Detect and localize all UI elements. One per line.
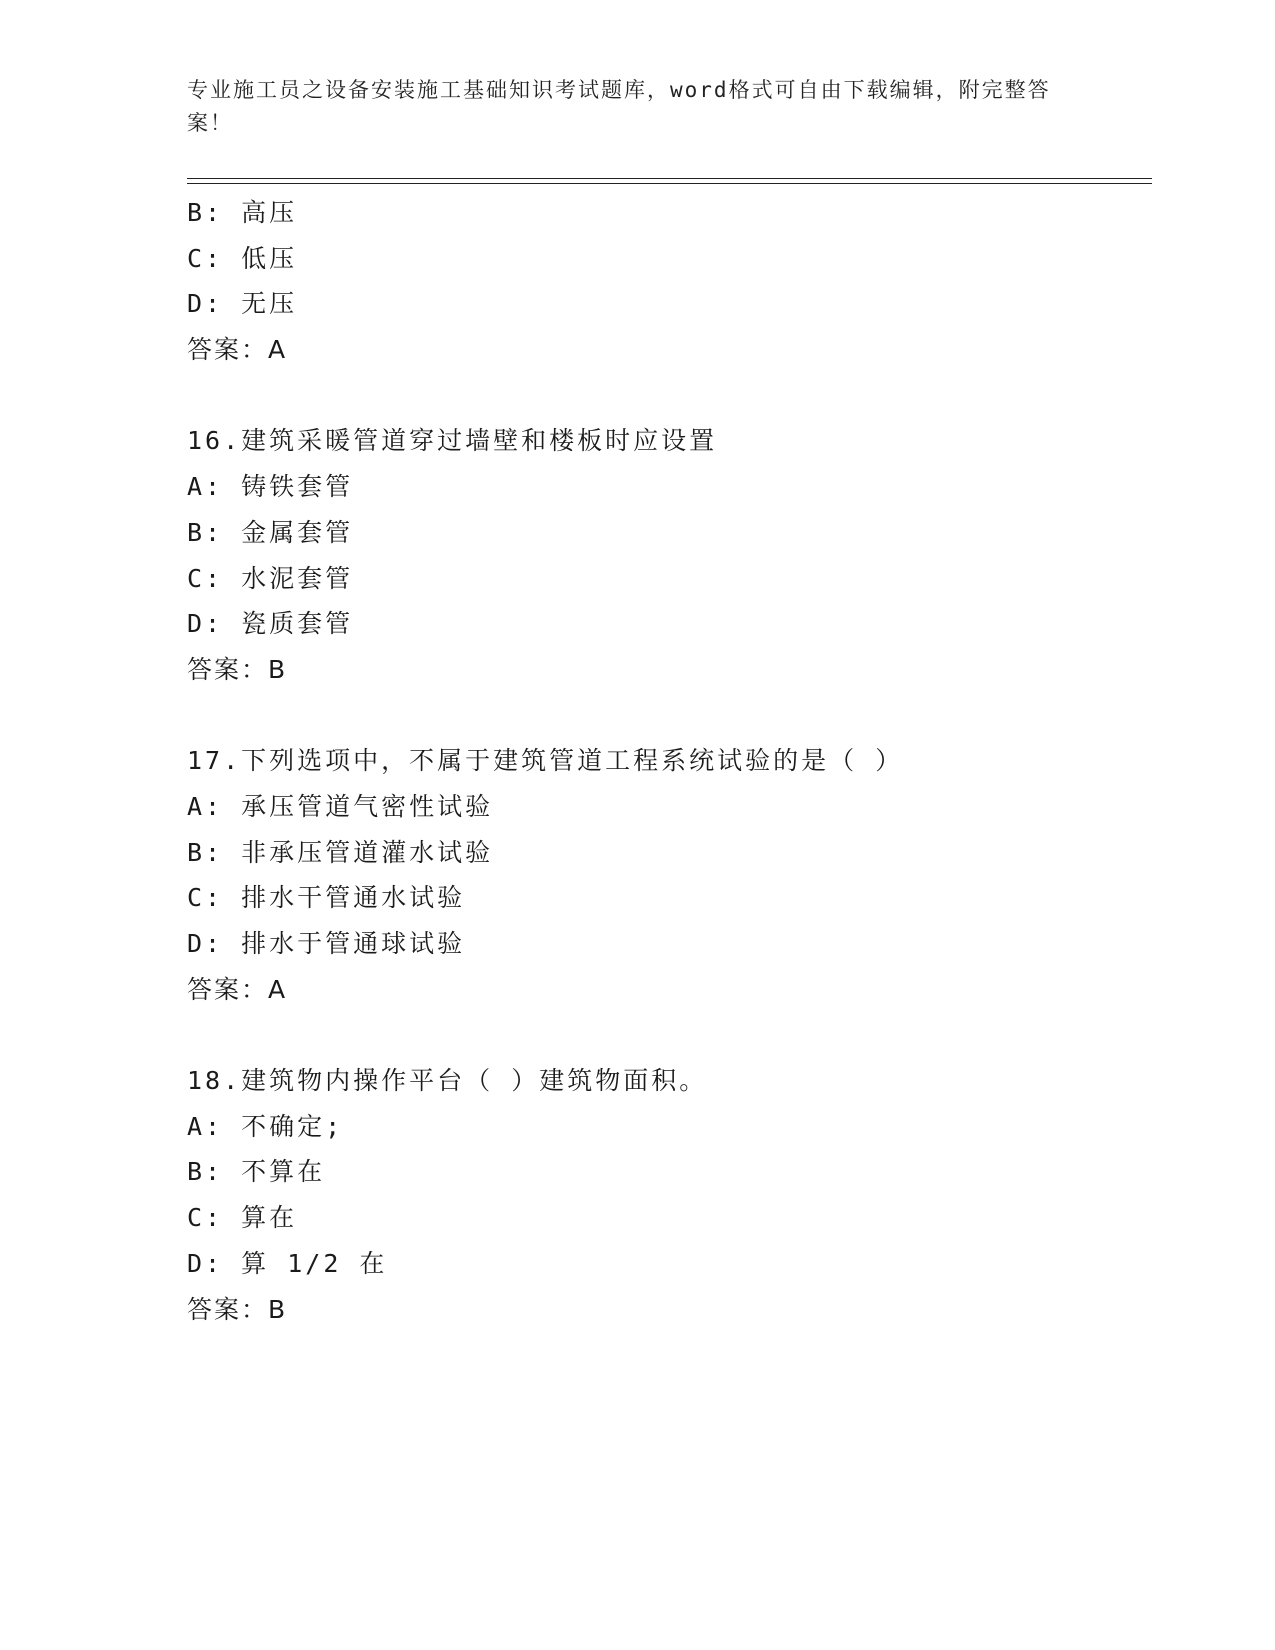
option-text: 算 1/2 在	[241, 1248, 388, 1278]
option-c	[187, 556, 1147, 602]
option-text: 低压	[241, 243, 298, 273]
option-letter: C:	[187, 1203, 224, 1233]
question-17	[187, 738, 1147, 1012]
option-letter: D:	[187, 609, 224, 639]
option-text: 不算在	[241, 1157, 326, 1187]
option-b	[187, 830, 1147, 876]
option-text: 排水干管通水试验	[241, 883, 466, 913]
option-letter: D:	[187, 289, 224, 319]
option-letter: B:	[187, 1157, 224, 1187]
option-letter: A:	[187, 472, 224, 502]
option-d	[187, 601, 1147, 647]
option-a	[187, 464, 1147, 510]
option-c	[187, 236, 1147, 282]
option-a	[187, 1104, 1147, 1150]
option-b	[187, 510, 1147, 556]
option-a	[187, 784, 1147, 830]
option-text: 不确定;	[241, 1111, 344, 1141]
option-c	[187, 875, 1147, 921]
answer-line: 答案：A	[187, 335, 288, 365]
option-text: 排水于管通球试验	[241, 929, 466, 958]
option-text: 算在	[241, 1203, 298, 1233]
answer-line: 答案：B	[187, 1294, 288, 1324]
option-b	[187, 1149, 1147, 1195]
option-text: 水泥套管	[241, 563, 354, 593]
option-letter: B:	[187, 837, 224, 867]
option-letter: C:	[187, 883, 224, 913]
question-list	[187, 190, 1147, 1332]
question-stem: 17.下列选项中，不属于建筑管道工程系统试验的是（ ）	[187, 746, 904, 776]
option-d	[187, 921, 1147, 967]
question-continued	[187, 190, 1147, 373]
question-16	[187, 418, 1147, 692]
option-letter: D:	[187, 929, 224, 958]
option-text: 承压管道气密性试验	[241, 791, 494, 821]
answer-line: 答案：A	[187, 974, 288, 1004]
option-text: 瓷质套管	[241, 609, 354, 639]
option-letter: D:	[187, 1248, 224, 1278]
question-18	[187, 1058, 1147, 1332]
option-d	[187, 1241, 1147, 1287]
option-letter: B:	[187, 517, 224, 547]
option-letter: C:	[187, 243, 224, 273]
option-d	[187, 281, 1147, 327]
option-b	[187, 190, 1147, 236]
question-stem: 18.建筑物内操作平台（ ）建筑物面积。	[187, 1066, 708, 1096]
option-c	[187, 1195, 1147, 1241]
document-header: 专业施工员之设备安装施工基础知识考试题库，word格式可自由下载编辑，附完整答案！	[187, 78, 1051, 135]
answer-line: 答案：B	[187, 654, 288, 684]
option-letter: A:	[187, 1111, 224, 1141]
option-text: 高压	[241, 198, 298, 227]
option-text: 无压	[241, 289, 298, 319]
option-text: 非承压管道灌水试验	[241, 837, 494, 867]
option-letter: A:	[187, 791, 224, 821]
header-rule-top	[187, 178, 1152, 179]
option-letter: C:	[187, 563, 224, 593]
question-stem: 16.建筑采暖管道穿过墙壁和楼板时应设置	[187, 426, 718, 456]
option-letter: B:	[187, 198, 224, 227]
option-text: 铸铁套管	[241, 472, 354, 502]
option-text: 金属套管	[241, 517, 354, 547]
header-rule-bottom	[187, 183, 1152, 184]
